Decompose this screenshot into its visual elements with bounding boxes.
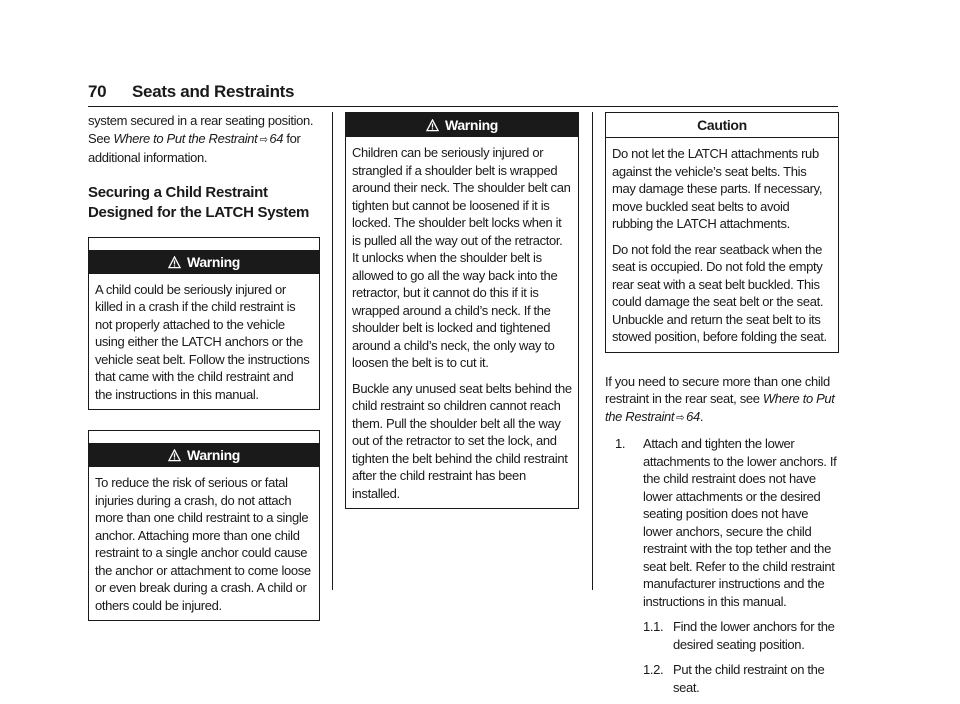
column-divider: [592, 112, 593, 590]
warning-text: A child could be seriously injured or killed in a crash if the child restraint is not properly attached to the vehicle using either the LATCH anchors or the vehicle seat belt. Follow the instructions that came with the child restraint and the instructions in this manual.: [95, 281, 310, 402]
cross-reference-link[interactable]: Where to Put the Restraint: [605, 391, 835, 424]
warning-text: Children can be seriously injured or strangled if a shoulder belt is wrapped around their neck. The shoulder belt can tighten but cannot be loosened if it is locked. The shoulder belt locks when it is pulled all the way out of the retractor. It unlocks when the shoulder belt is allowed to go all the way back into the retractor, but it cannot do this if it is wrapped around a child’s neck. If the shoulder belt is locked and tightened around a child’s neck, the only way to loosen the belt is to cut it.: [352, 145, 571, 370]
step-number: 1.1.: [643, 619, 664, 634]
column-middle: [345, 112, 579, 529]
caution-box: [605, 112, 839, 353]
warning-triangle-icon: [426, 119, 439, 132]
column-left: [88, 112, 320, 641]
warning-text: Buckle any unused seat belts behind the child restraint so children cannot reach them. Pull the shoulder belt all the way out of the retractor to set the lock, and tighten the belt behind the child restraint after the child restraint has been installed.: [352, 380, 572, 501]
caution-text: Do not let the LATCH attachments rub against the vehicle’s seat belts. This may damage these parts. If necessary, move buckled seat belts to avoid rubbing the LATCH attachments.: [612, 146, 823, 231]
list-item: [605, 661, 839, 696]
warning-box: [88, 430, 320, 621]
caution-header: Caution: [606, 113, 838, 138]
column-right: [605, 112, 839, 704]
page-reference[interactable]: 64: [269, 130, 284, 146]
page-header: [88, 80, 838, 107]
cross-reference-link[interactable]: Where to Put the Restraint: [113, 130, 258, 146]
step-number: 1.: [615, 436, 626, 451]
warning-box: [345, 112, 579, 509]
warning-header: Warning: [346, 113, 578, 137]
page-arrow-icon: ⇨: [259, 133, 268, 146]
warning-box: [88, 237, 320, 411]
body-paragraph: If you need to secure more than one child restraint in the rear seat, see Where to Put the Restraint ⇨ 64.: [605, 373, 839, 428]
page-reference[interactable]: 64: [686, 408, 700, 424]
section-heading: Securing a Child Restraint Designed for the LATCH System: [88, 183, 310, 221]
caution-text: Do not fold the rear seatback when the seat is occupied. Do not fold the empty rear seat with a seat belt buckled. This could damage the seat belt or the seat. Unbuckle and return the seat belt to its stowed position, before folding the seat.: [612, 241, 827, 344]
warning-triangle-icon: [168, 256, 181, 269]
step-text: Attach and tighten the lower attachments to the lower anchors. If the child restraint does not have lower attachments or the desired seating position does not have lower anchors, secure the child restraint with the top tether and the seat belt. Refer to the child restraint manufacturer instructions and the instructions in this manual.: [643, 436, 837, 609]
warning-triangle-icon: [168, 449, 181, 462]
page-arrow-icon: ⇨: [676, 411, 685, 424]
step-text: Find the lower anchors for the desired seating position.: [673, 619, 835, 652]
warning-header: Warning: [89, 250, 319, 274]
warning-text: To reduce the risk of serious or fatal injuries during a crash, do not attach more than one child restraint to a single anchor. Attaching more than one child restraint to a single anchor could cause the anchor or attachment to come loose or even break during a crash. A child or others could be injured.: [95, 475, 311, 613]
list-item: [605, 618, 839, 653]
page-number: 70: [88, 82, 107, 101]
column-divider: [332, 112, 333, 590]
step-text: Put the child restraint on the seat.: [673, 662, 825, 695]
intro-paragraph: system secured in a rear seating position. See Where to Put the Restraint ⇨ 64 for additional information.: [88, 113, 314, 165]
list-item: [605, 435, 839, 610]
step-number: 1.2.: [643, 662, 664, 677]
warning-header: Warning: [89, 443, 319, 467]
section-title: Seats and Restraints: [132, 82, 295, 101]
